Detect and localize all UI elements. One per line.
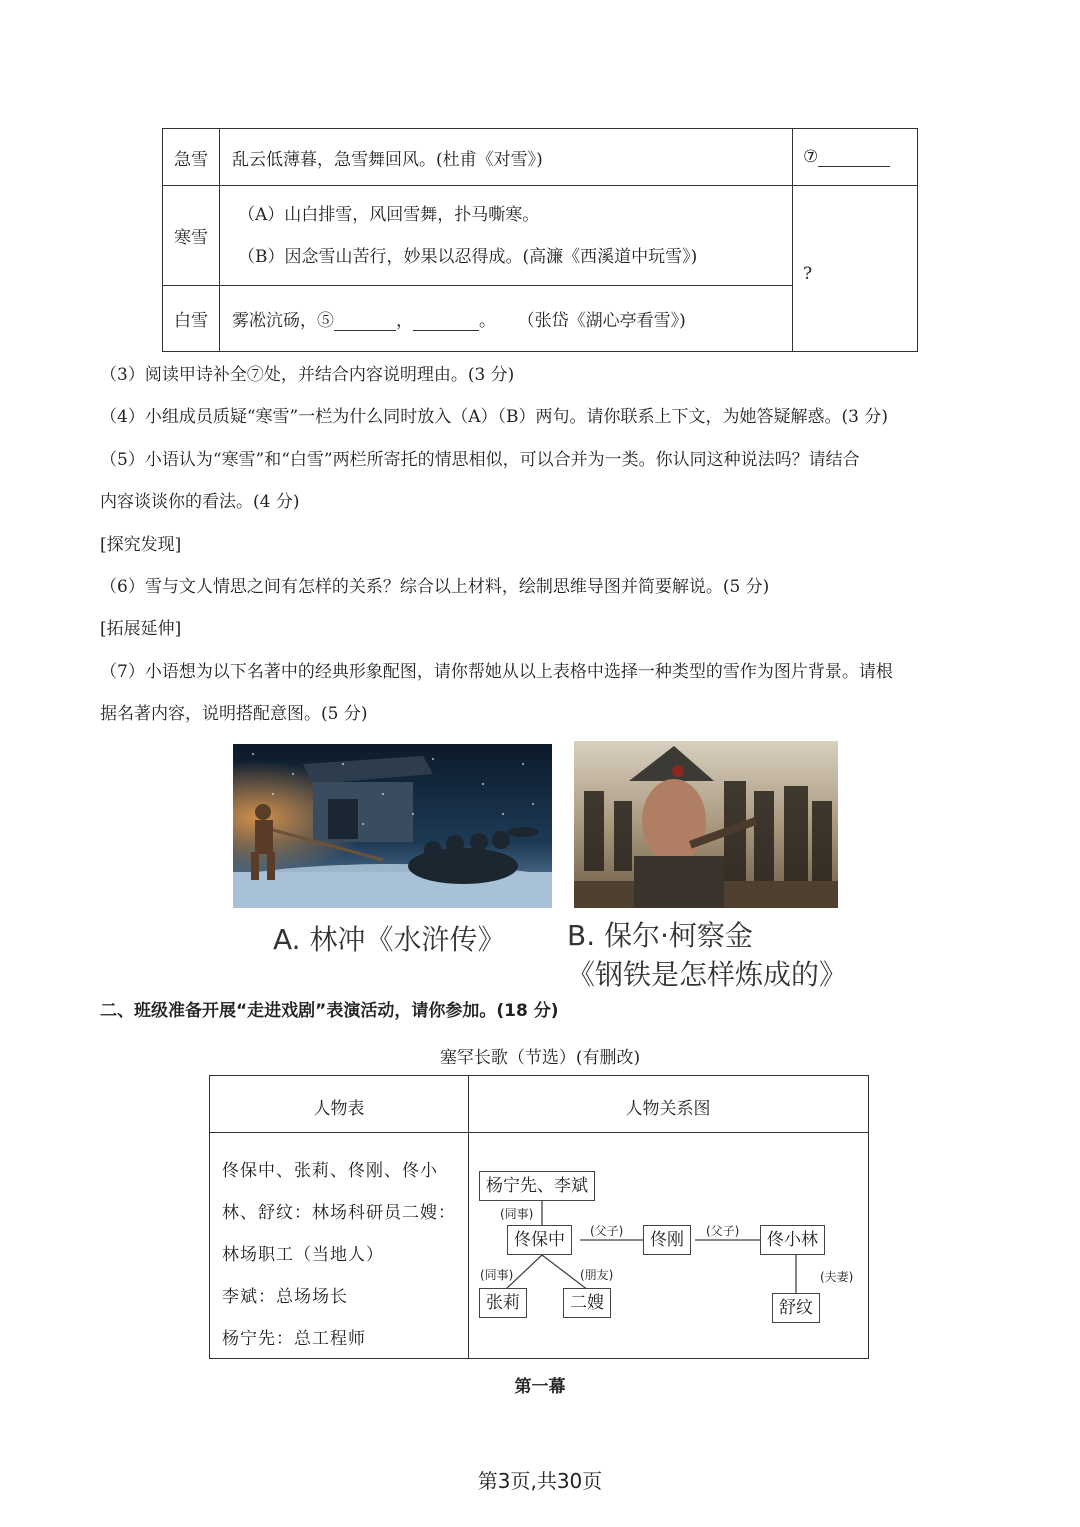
category-cell: 寒雪 (163, 186, 220, 286)
relation-label: (同事) (500, 1207, 534, 1221)
question-3: （3）阅读甲诗补全⑦处，并结合内容说明理由。(3 分) (100, 365, 515, 385)
node-tong-gang: 佟刚 (643, 1225, 691, 1255)
play-title: 塞罕长歌（节选）(有删改) (439, 1048, 641, 1068)
question-5-line1: （5）小语认为“寒雪”和“白雪”两栏所寄托的情思相似，可以合并为一类。你认同这种说法吗？请结合 (100, 450, 860, 470)
node-shu-wen: 舒纹 (772, 1293, 820, 1323)
relations-header: 人物关系图 (625, 1099, 711, 1119)
caption-a: A. 林冲《水浒传》 (273, 923, 506, 956)
relation-label: (同事) (480, 1268, 514, 1282)
question-5-line2: 内容谈谈你的看法。(4 分) (100, 492, 300, 512)
roles-line: 佟保中、张莉、佟刚、佟小 (222, 1161, 438, 1181)
category-cell: 急雪 (163, 129, 220, 186)
roles-line: 李斌：总场场长 (222, 1287, 348, 1307)
node-tong-xiaolin: 佟小林 (760, 1225, 825, 1255)
section-extend: [拓展延伸] (100, 619, 182, 639)
caption-b-line1: B. 保尔·柯察金 (567, 919, 753, 952)
relation-label: (夫妻) (820, 1270, 854, 1284)
relation-label: (父子) (706, 1224, 740, 1238)
roles-header: 人物表 (313, 1099, 365, 1119)
node-zhang-li: 张莉 (479, 1288, 527, 1318)
caption-b-line2: 《钢铁是怎样炼成的》 (567, 958, 848, 991)
node-tong-baozhong: 佟保中 (507, 1225, 572, 1255)
poem-text: ， (396, 311, 413, 331)
roles-line: 林场职工（当地人） (222, 1245, 384, 1265)
section-explore: [探究发现] (100, 535, 182, 555)
roles-line: 林、舒纹：林场科研员二嫂： (222, 1203, 456, 1223)
relation-label: (父子) (590, 1224, 624, 1238)
poem-cell: 乱云低薄暮，急雪舞回风。(杜甫《对雪》) (220, 129, 793, 186)
part2-heading: 二、班级准备开展“走进戏剧”表演活动，请你参加。(18 分) (100, 1001, 559, 1021)
answer-cell: ? (793, 186, 918, 352)
question-4: （4）小组成员质疑“寒雪”一栏为什么同时放入（A）（B）两句。请你联系上下文，为她答疑解惑。(3 分) (100, 407, 888, 427)
node-yang-li: 杨宁先、李斌 (479, 1171, 595, 1201)
question-7-line2: 据名著内容，说明搭配意图。(5 分) (100, 704, 368, 724)
scene-title: 第一幕 (514, 1377, 566, 1397)
category-cell: 白雪 (163, 286, 220, 352)
poem-line-a: （A）山白排雪，风回雪舞，扑马嘶寒。 (238, 204, 540, 225)
relation-label: (朋友) (580, 1268, 614, 1282)
poem-line-b: （B）因念雪山苦行，妙果以忍得成。(高濂《西溪道中玩雪》) (238, 246, 698, 267)
roles-line: 杨宁先：总工程师 (222, 1329, 366, 1349)
poem-text: 雾凇沆砀，⑤ (232, 311, 334, 331)
node-ersao: 二嫂 (563, 1288, 611, 1318)
question-7-line1: （7）小语想为以下名著中的经典形象配图，请你帮她从以上表格中选择一种类型的雪作为图片背景。请根 (100, 662, 893, 682)
poem-text: 。 (479, 311, 496, 331)
poem-source: （张岱《湖心亭看雪》) (517, 311, 686, 331)
answer-marker: ⑦ (803, 147, 819, 167)
page-footer: 第3页,共30页 (477, 1469, 603, 1493)
question-6: （6）雪与文人情思之间有怎样的关系？综合以上材料，绘制思维导图并简要解说。(5 分) (100, 577, 770, 597)
